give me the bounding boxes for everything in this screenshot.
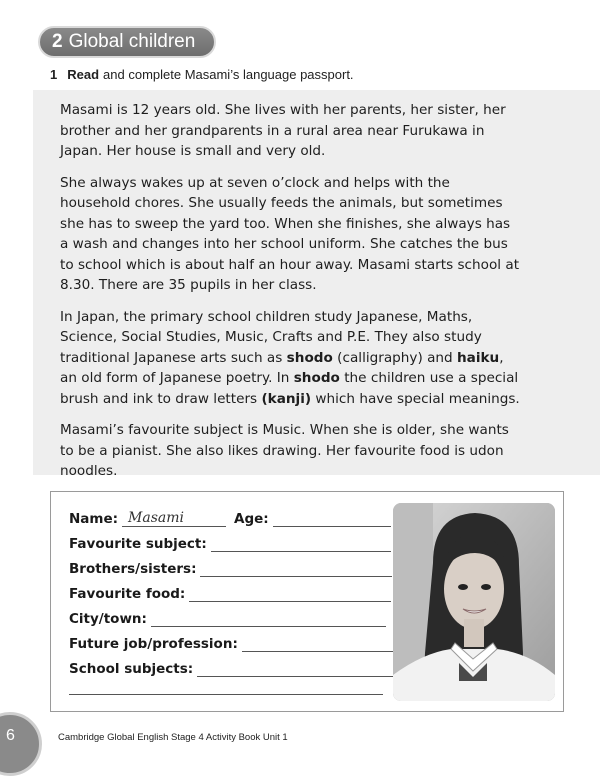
siblings-answer[interactable] — [200, 561, 392, 577]
unit-title: Global children — [68, 31, 196, 52]
instruction-text: and complete Masami’s language passport. — [103, 67, 354, 82]
reading-passage — [33, 90, 600, 479]
exercise-instruction — [50, 67, 354, 82]
name-label: Name: — [69, 511, 119, 527]
job-label: Future job/profession: — [69, 636, 238, 652]
age-label: Age: — [234, 511, 269, 527]
subject-answer[interactable] — [211, 536, 391, 552]
p3-text-f: which have special meanings. — [311, 390, 520, 407]
food-field — [69, 580, 391, 602]
siblings-field — [69, 555, 392, 577]
p3-text-c: (calligraphy) and — [332, 349, 457, 366]
exercise-number: 1 — [50, 67, 58, 82]
paragraph-2: She always wakes up at seven o’clock and helps with the household chores. She usually feeds the animals, but sometimes she has to sweep the yard too. When she finishes, she always has a wash and changes into her school uniform. She catches the bus to school which is about half an hour away. Masami starts school at 8.30. There are 35 pupils in her class. — [60, 174, 520, 293]
food-answer[interactable] — [189, 586, 391, 602]
language-passport-form — [50, 491, 564, 712]
girl-portrait-illustration — [393, 503, 555, 701]
age-answer[interactable] — [273, 511, 391, 527]
page-number: 6 — [6, 727, 15, 744]
footer-book-title: Cambridge Global English Stage 4 Activity Book Unit 1 — [58, 732, 288, 743]
subjects-field — [69, 655, 393, 677]
siblings-label: Brothers/sisters: — [69, 561, 197, 577]
p3-bold-haiku: haiku — [456, 349, 500, 366]
girl-photo — [393, 503, 555, 701]
instruction-verb: Read — [67, 67, 100, 82]
city-field — [69, 605, 386, 627]
p3-bold-shodo-2: shodo — [293, 370, 340, 386]
unit-title-tab — [38, 26, 216, 58]
paragraph-1: Masami is 12 years old. She lives with her parents, her sister, her brother and her grandparents in a rural area near Furukawa in Japan. Her house is small and very old. — [60, 102, 506, 159]
subjects-answer[interactable] — [197, 661, 393, 677]
city-label: City/town: — [69, 611, 147, 627]
name-answer[interactable]: Masami — [122, 511, 226, 527]
subject-label: Favourite subject: — [69, 536, 207, 552]
p3-bold-shodo: shodo — [286, 349, 333, 366]
job-answer[interactable] — [242, 636, 394, 652]
paragraph-4: Masami’s favourite subject is Music. When she is older, she wants to be a pianist. She also likes drawing. Her favourite food is udon noodles. — [60, 422, 509, 479]
job-field — [69, 630, 394, 652]
p3-text-e: the children use a special brush and ink to draw letters — [60, 370, 519, 407]
p3-bold-kanji: (kanji) — [261, 390, 312, 407]
city-answer[interactable] — [151, 611, 386, 627]
unit-number: 2 — [52, 31, 63, 52]
extra-answer-line[interactable] — [69, 694, 383, 695]
food-label: Favourite food: — [69, 586, 186, 602]
paragraph-3 — [60, 307, 520, 410]
name-field — [69, 505, 391, 527]
p3-text-a: In Japan, the primary school children study Japanese, Maths, Science, Social Studies, Music, Crafts and P.E. They also study traditional Japanese arts such as — [60, 308, 482, 366]
p3-text-d: , an old form of Japanese poetry. In — [60, 349, 504, 386]
subject-field — [69, 530, 391, 552]
subjects-label: School subjects: — [69, 661, 194, 677]
